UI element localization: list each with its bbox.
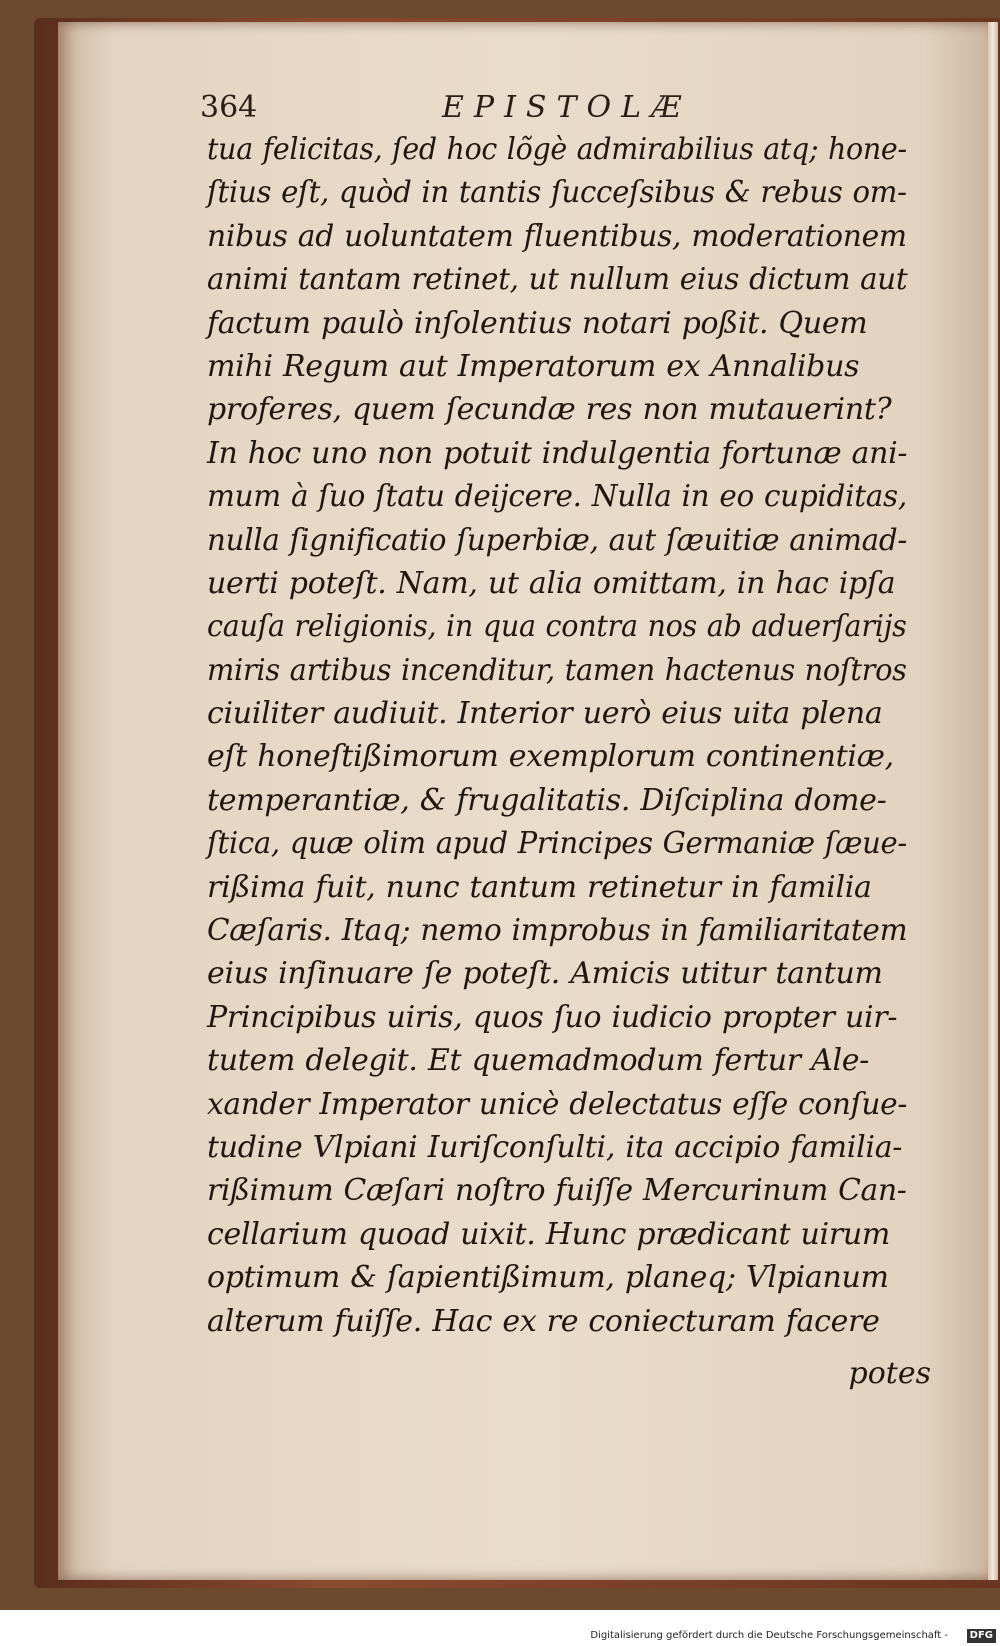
text-line: nibus ad uoluntatem fluentibus, moderationem (207, 218, 907, 254)
text-line: tudine Vlpiani Iuriſconſulti, ita accipio familia- (207, 1129, 903, 1165)
dfg-logo: DFG (967, 1629, 996, 1643)
text-line: mihi Regum aut Imperatorum ex Annalibus (207, 348, 860, 384)
text-line: eius inſinuare ſe poteſt. Amicis utitur tantum (207, 956, 883, 992)
text-line: optimum & ſapientißimum, planeq; Vlpianum (207, 1260, 889, 1296)
text-line: tua felicitas, ſed hoc lõgè admirabilius atq; hone- (207, 132, 907, 167)
text-line: rißima fuit, nunc tantum retinetur in familia (207, 869, 872, 905)
text-line: Cæſaris. Itaq; nemo improbus in familiaritatem (207, 913, 908, 949)
funding-credit: Digitalisierung gefördert durch die Deutsche Forschungsgemeinschaft - (590, 1630, 948, 1641)
text-line: ſtius eſt, quòd in tantis ſucceſsibus & rebus om- (207, 175, 907, 211)
text-line: proferes, quem ſecundæ res non mutauerint? (207, 392, 892, 428)
text-line: animi tantam retinet, ut nullum eius dictum aut (207, 262, 908, 298)
text-line: mum à ſuo ſtatu deijcere. Nulla in eo cupiditas, (207, 479, 907, 515)
footer-bar (0, 1628, 1000, 1646)
page-header (200, 90, 900, 130)
text-line: tutem delegit. Et quemadmodum fertur Ale- (207, 1043, 870, 1079)
text-line: eſt honeſtißimorum exemplorum continentiæ, (207, 739, 894, 775)
text-line: cauſa religionis, in qua contra nos ab aduerſarijs (207, 609, 907, 645)
text-line: ciuiliter audiuit. Interior uerò eius uita plena (207, 696, 883, 732)
running-title: EPISTOLÆ (442, 90, 692, 125)
text-line: nulla ſignificatio ſuperbiæ, aut ſæuitiæ animad- (207, 522, 907, 558)
text-line: xander Imperator unicè delectatus eſſe conſue- (207, 1086, 908, 1122)
catchword: potes (848, 1356, 931, 1391)
text-line: Principibus uiris, quos ſuo iudicio propter uir- (207, 999, 898, 1035)
text-line: miris artibus incenditur, tamen hactenus noſtros (207, 652, 907, 688)
text-line: uerti poteſt. Nam, ut alia omittam, in hac ipſa (207, 565, 896, 601)
body-text (207, 128, 907, 1343)
text-line: factum paulò inſolentius notari poßit. Quem (207, 305, 868, 341)
text-line: ſtica, quæ olim apud Principes Germaniæ ſæue- (207, 826, 907, 862)
text-line: alterum fuiſſe. Hac ex re coniecturam facere (207, 1303, 880, 1339)
text-line: temperantiæ, & frugalitatis. Diſciplina dome- (207, 782, 887, 818)
page-edge (988, 22, 998, 1580)
page-number: 364 (200, 90, 258, 125)
text-line: In hoc uno non potuit indulgentia fortunæ ani- (207, 435, 908, 471)
text-line: cellarium quoad uixit. Hunc prædicant uirum (207, 1216, 891, 1252)
text-line: rißimum Cæſari noſtro fuiſſe Mercurinum Can- (207, 1173, 907, 1209)
